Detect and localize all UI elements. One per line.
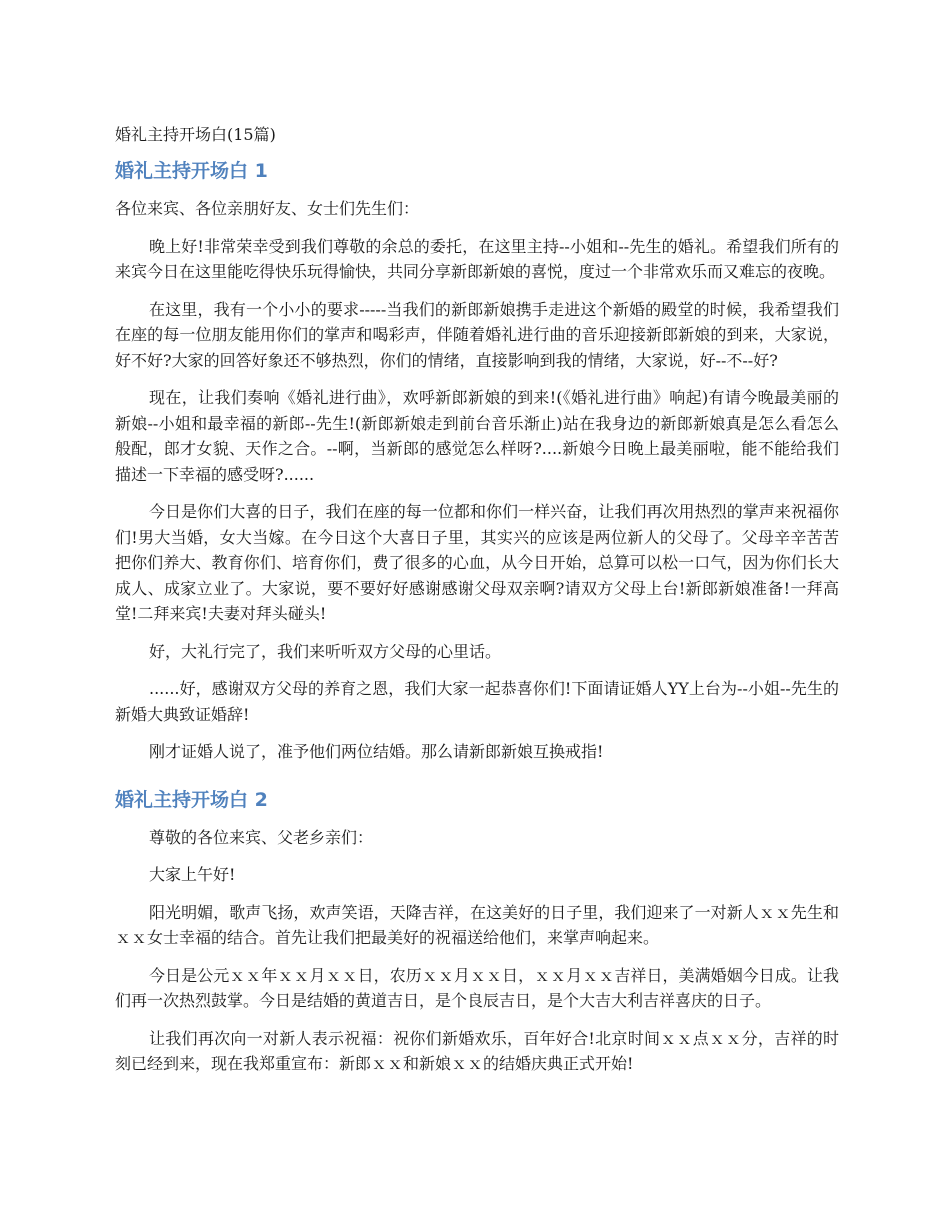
document-title: 婚礼主持开场白(15篇) [115, 125, 276, 144]
paragraph: 大家上午好! [149, 865, 236, 884]
section-heading-2: 婚礼主持开场白 2 [115, 788, 268, 811]
paragraph: 今日是你们大喜的日子，我们在座的每一位都和你们一样兴奋，让我们再次用热烈的掌声来祝福你们!男大当婚，女大当嫁。在今日这个大喜日子里，其实兴的应该是两位新人的父母了。父母辛辛苦苦把你们养大、教育你们、培育你们，费了很多的心血，从今日开始，总算可以松一口气，因为你们长大成人、成家立业了。大家说，要不要好好感谢感谢父母双亲啊?请双方父母上台!新郎新娘准备!一拜高堂!二拜来宾!夫妻对拜头碰头! [115, 502, 839, 623]
paragraph-greeting: 尊敬的各位来宾、父老乡亲们： [149, 827, 374, 847]
paragraph: 在这里，我有一个小小的要求-----当我们的新郎新娘携手走进这个新婚的殿堂的时候，我希望我们在座的每一位朋友能用你们的掌声和喝彩声，伴随着婚礼进行曲的音乐迎接新郎新娘的到来，大家说，好不好?大家的回答好象还不够热烈，你们的情绪，直接影响到我的情绪，大家说，好--不--好? [115, 299, 839, 370]
document-page [115, 122, 839, 1089]
paragraph: 现在，让我们奏响《婚礼进行曲》，欢呼新郎新娘的到来!(《婚礼进行曲》响起)有请今晚最美丽的新娘--小姐和最幸福的新郎--先生!(新郎新娘走到前台音乐渐止)站在我身边的新郎新娘真是怎么看怎么般配，郎才女貌、天作之合。--啊，当新郎的感觉怎么样呀?....新娘今日晚上最美丽啦，能不能给我们描述一下幸福的感受呀?...... [115, 388, 839, 484]
paragraph: 晚上好!非常荣幸受到我们尊敬的余总的委托，在这里主持--小姐和--先生的婚礼。希望我们所有的来宾今日在这里能吃得快乐玩得愉快，共同分享新郎新娘的喜悦，度过一个非常欢乐而又难忘的夜晚。 [115, 236, 839, 281]
paragraph: ......好，感谢双方父母的养育之恩，我们大家一起恭喜你们!下面请证婚人YY上台为--小姐--先生的新婚大典致证婚辞! [115, 679, 839, 724]
paragraph: 让我们再次向一对新人表示祝福：祝你们新婚欢乐，百年好合!北京时间ｘｘ点ｘｘ分，吉祥的时刻已经到来，现在我郑重宣布：新郎ｘｘ和新娘ｘｘ的结婚庆典正式开始! [115, 1028, 839, 1073]
paragraph: 阳光明媚，歌声飞扬，欢声笑语，天降吉祥，在这美好的日子里，我们迎来了一对新人ｘｘ先生和ｘｘ女士幸福的结合。首先让我们把最美好的祝福送给他们，来掌声响起来。 [115, 902, 839, 947]
paragraph: 今日是公元ｘｘ年ｘｘ月ｘｘ日，农历ｘｘ月ｘｘ日，ｘｘ月ｘｘ吉祥日，美满婚姻今日成。让我们再一次热烈鼓掌。今日是结婚的黄道吉日，是个良辰吉日，是个大吉大利吉祥喜庆的日子。 [115, 965, 839, 1010]
paragraph-greeting: 各位来宾、各位亲朋好友、女士们先生们： [115, 199, 420, 218]
section-heading-1: 婚礼主持开场白 1 [115, 160, 268, 182]
paragraph: 好，大礼行完了，我们来听听双方父母的心里话。 [149, 641, 502, 661]
paragraph: 刚才证婚人说了，准予他们两位结婚。那么请新郎新娘互换戒指! [149, 742, 604, 761]
